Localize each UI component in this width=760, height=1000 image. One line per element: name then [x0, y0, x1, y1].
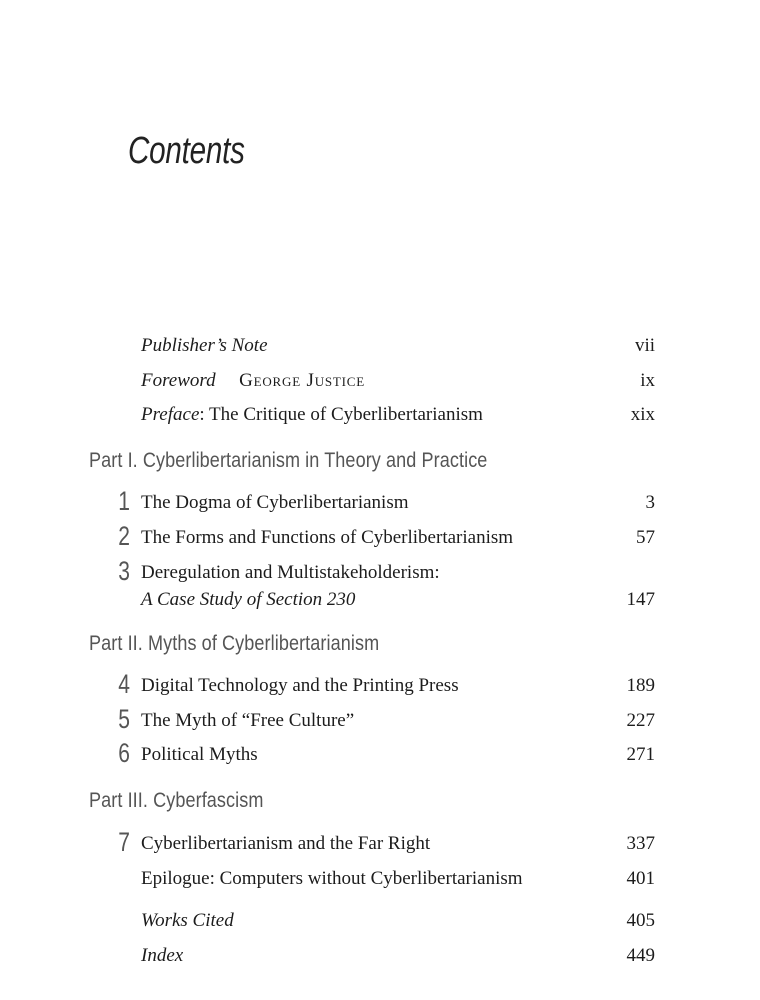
toc-entry-chapter-7[interactable]: [118, 827, 655, 857]
page-number: 189: [626, 675, 655, 696]
chapter-number: 3: [118, 556, 130, 586]
page-number: ix: [640, 370, 655, 391]
toc-entry-publishers-note[interactable]: [141, 335, 655, 358]
chapter-number: 6: [118, 738, 130, 768]
entry-label: Index: [141, 945, 184, 966]
page-number: 271: [626, 744, 655, 765]
entry-label: Deregulation and Multistakeholderism:: [141, 562, 440, 583]
entry-author: George Justice: [239, 370, 365, 391]
page-title: Contents: [128, 130, 245, 172]
page-number: vii: [634, 335, 655, 356]
toc-entry-chapter-1[interactable]: [118, 486, 655, 516]
part-heading-3: Part III. Cyberfascism: [89, 789, 264, 812]
chapter-number: 5: [118, 704, 130, 734]
page-number: 147: [626, 588, 655, 610]
toc-entry-works-cited[interactable]: [141, 910, 655, 933]
entry-subtitle: A Case Study of Section 230: [141, 588, 356, 610]
toc-entry-chapter-4[interactable]: [118, 669, 655, 699]
page-number: xix: [630, 404, 655, 425]
toc-entry-chapter-5[interactable]: [118, 704, 655, 734]
page-number: 449: [626, 945, 655, 966]
page-number: 405: [626, 910, 655, 931]
chapter-number: 4: [118, 669, 130, 699]
page-number: 3: [645, 492, 655, 513]
entry-label: The Forms and Functions of Cyberlibertarianism: [141, 527, 514, 548]
entry-label: Works Cited: [141, 910, 234, 931]
chapter-number: 1: [118, 486, 130, 516]
entry-label: Epilogue: Computers without Cyberlibertarianism: [141, 868, 523, 889]
entry-label-italic: Preface: [141, 404, 200, 425]
toc-entry-chapter-6[interactable]: [118, 738, 655, 768]
toc-entry-preface[interactable]: [141, 404, 655, 427]
entry-label: The Dogma of Cyberlibertarianism: [141, 492, 409, 513]
page-number: 57: [636, 527, 655, 548]
entry-label: : The Critique of Cyberlibertarianism: [199, 404, 483, 425]
toc-entry-foreword[interactable]: [141, 370, 655, 393]
entry-label: Digital Technology and the Printing Press: [141, 675, 459, 696]
entry-label: The Myth of “Free Culture”: [141, 710, 355, 731]
toc-entry-chapter-3[interactable]: [118, 556, 655, 612]
entry-label: Foreword: [141, 370, 216, 391]
entry-label: Publisher’s Note: [141, 335, 268, 356]
toc-entry-index[interactable]: [141, 945, 655, 968]
page-number: 337: [626, 833, 655, 854]
page-number: 227: [626, 710, 655, 731]
page-number: 401: [626, 868, 655, 889]
toc-entry-chapter-2[interactable]: [118, 521, 655, 551]
part-heading-1: Part I. Cyberlibertarianism in Theory and Practice: [89, 449, 488, 472]
chapter-number: 2: [118, 521, 130, 551]
toc-entry-epilogue[interactable]: [141, 868, 655, 891]
entry-label: Cyberlibertarianism and the Far Right: [141, 833, 431, 854]
chapter-number: 7: [118, 827, 130, 857]
part-heading-2: Part II. Myths of Cyberlibertarianism: [89, 632, 380, 655]
entry-label: Political Myths: [141, 744, 258, 765]
